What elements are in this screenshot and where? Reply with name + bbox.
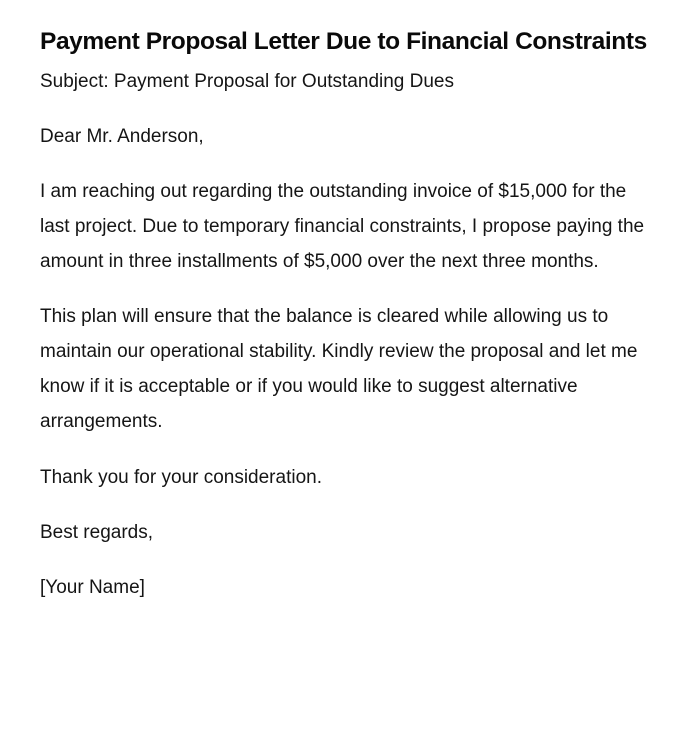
letter-body-paragraph: I am reaching out regarding the outstanding invoice of $15,000 for the last project. Due to temporary financial constraints, I propose paying the amount in three installments of $5,000 over the next three months. [40, 181, 645, 272]
letter-signature: [Your Name] [40, 577, 145, 598]
letter-title: Payment Proposal Letter Due to Financial Constraints [40, 28, 647, 55]
letter-body-paragraph: This plan will ensure that the balance is cleared while allowing us to maintain our operational stability. Kindly review the proposal and let me know if it is acceptable or if you would like to suggest alternative arrangements. [40, 306, 638, 432]
letter-thanks: Thank you for your consideration. [40, 467, 322, 488]
letter-document [40, 20, 650, 605]
letter-subject: Subject: Payment Proposal for Outstanding Dues [40, 71, 455, 92]
letter-greeting: Dear Mr. Anderson, [40, 126, 204, 147]
letter-closing: Best regards, [40, 522, 153, 543]
